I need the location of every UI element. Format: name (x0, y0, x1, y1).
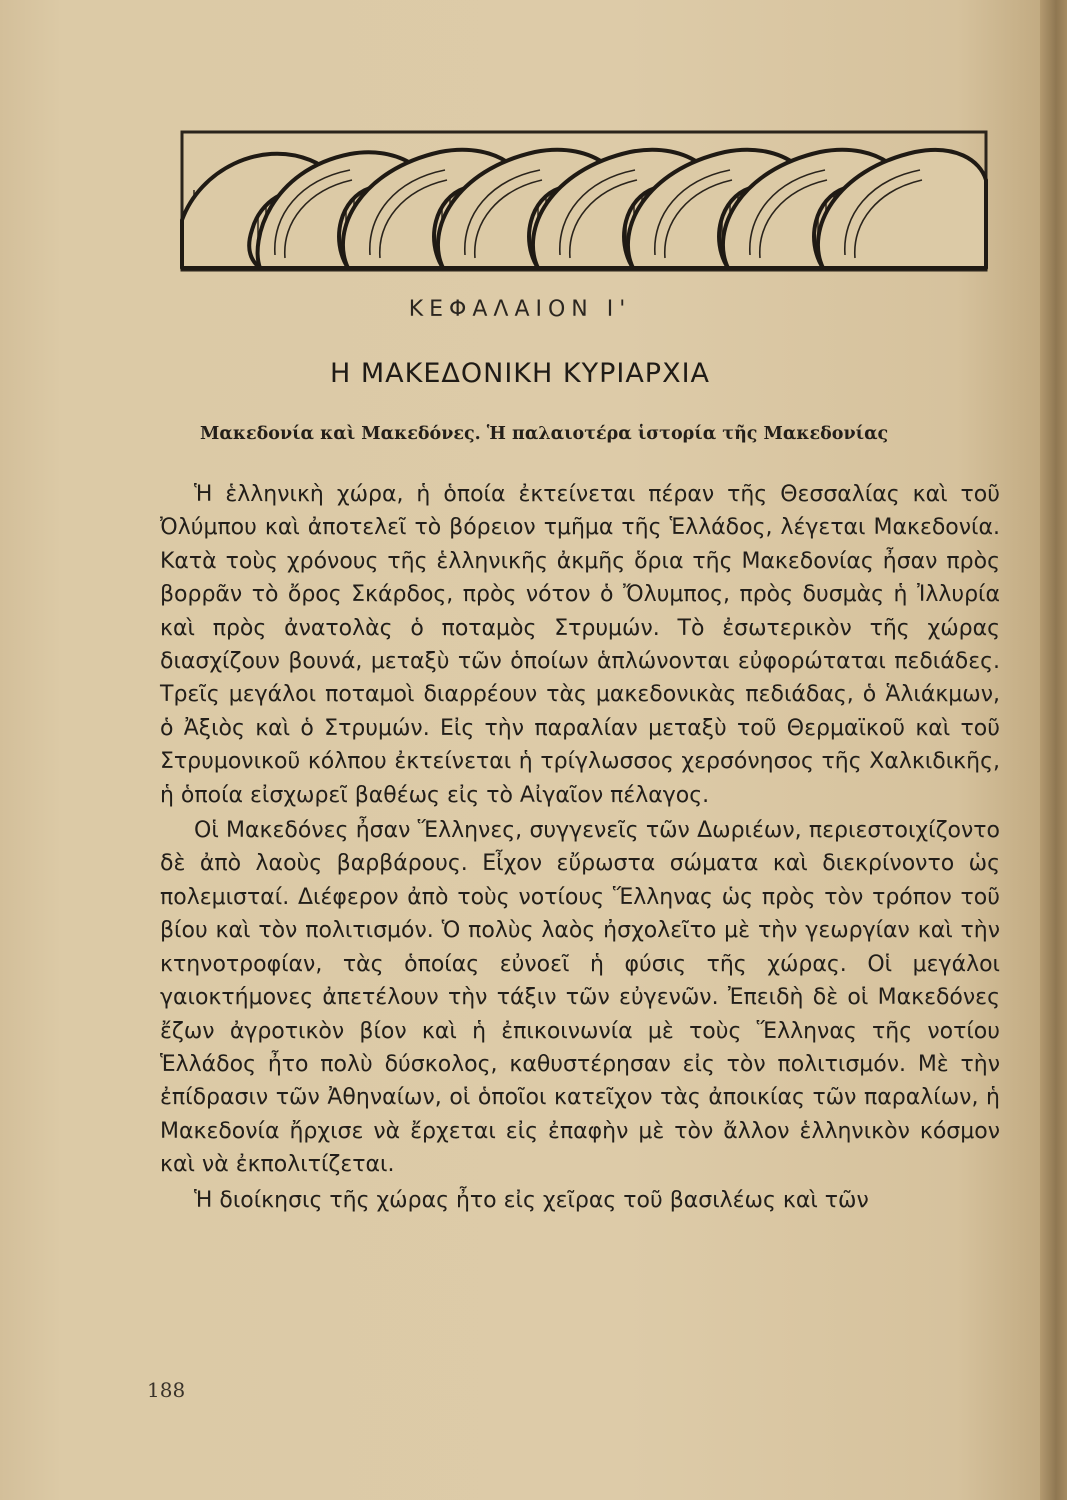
paragraph-3: Ἡ διοίκησις τῆς χώρας ἦτο εἰς χεῖρας τοῦ βασιλέως καὶ τῶν (194, 1187, 869, 1213)
paragraph-2: Οἱ Μακεδόνες ἦσαν Ἕλληνες, συγγενεῖς τῶν Δωριέων, περιεστοιχίζοντο δὲ ἀπὸ λαοὺς βαρβάρους. Εἶχον εὔρωστα σώματα καὶ διεκρίνοντο ὡς πολεμισταί. Διέφερον ἀπὸ τοὺς νοτίους Ἕλληνας ὡς πρὸς τὸν τρόπον τοῦ βίου καὶ τὸν πολιτισμόν. Ὁ πολὺς λαὸς ἠσχολεῖτο μὲ τὴν γεωργίαν καὶ τὴν κτηνοτροφίαν, τὰς ὁποίας εὐνοεῖ ἡ φύσις τῆς χώρας. Οἱ μεγάλοι γαιοκτήμονες ἀπετέλουν τὴν τάξιν τῶν εὐγενῶν. Ἐπειδὴ δὲ οἱ Μακεδόνες ἔζων ἀγροτικὸν βίον καὶ ἡ ἐπικοινωνία μὲ τοὺς Ἕλληνας τῆς νοτίου Ἑλλάδος ἦτο πολὺ δύσκολος, καθυστέρησαν εἰς τὸν πολιτισμόν. Μὲ τὴν ἐπίδρασιν τῶν Ἀθηναίων, οἱ ὁποῖοι κατεῖχον τὰς ἀποικίας τῶν παραλίων, ἡ Μακεδονία ἤρχισε νὰ ἔρχεται εἰς ἐπαφὴν μὲ τὸν ἄλλον ἑλληνικὸν κόσμον καὶ νὰ ἐκπολιτίζεται. (160, 818, 1000, 1178)
page-number: 188 (147, 1378, 186, 1402)
paragraph-1: Ἡ ἑλληνικὴ χώρα, ἡ ὁποία ἐκτείνεται πέραν τῆς Θεσσαλίας καὶ τοῦ Ὀλύμπου καὶ ἀποτελεῖ τὸ βόρειον τμῆμα τῆς Ἑλλάδος, λέγεται Μακεδονία. Κατὰ τοὺς χρόνους τῆς ἑλληνικῆς ἀκμῆς ὅρια τῆς Μακεδονίας ἦσαν πρὸς βορρᾶν τὸ ὄρος Σκάρδος, πρὸς νότον ὁ Ὄλυμπος, πρὸς δυσμὰς ἡ Ἰλλυρία καὶ πρὸς ἀνατολὰς ὁ ποταμὸς Στρυμών. Τὸ ἐσωτερικὸν τῆς χώρας διασχίζουν βουνά, μεταξὺ τῶν ὁποίων ἁπλώνονται εὐφορώταται πεδιάδες. Τρεῖς μεγάλοι ποταμοὶ διαρρέουν τὰς μακεδονικὰς πεδιάδας, ὁ Ἁλιάκμων, ὁ Ἀξιὸς καὶ ὁ Στρυμών. Εἰς τὴν παραλίαν μεταξὺ τοῦ Θερμαϊκοῦ καὶ τοῦ Στρυμονικοῦ κόλπου ἐκτείνεται ἡ τρίγλωσσος χερσόνησος τῆς Χαλκιδικῆς, ἡ ὁποία εἰσχωρεῖ βαθέως εἰς τὸ Αἰγαῖον πέλαγος. (160, 482, 1000, 808)
chapter-title: Η ΜΑΚΕΔΟΝΙΚΗ ΚΥΡΙΑΡΧΙΑ (329, 358, 710, 389)
section-title: Μακεδονία καὶ Μακεδόνες. Ἡ παλαιοτέρα ἱστορία τῆς Μακεδονίας (200, 424, 889, 444)
body-text (160, 478, 1000, 1217)
book-gutter (1040, 0, 1067, 1500)
chapter-heading: ΚΕΦΑΛΑΙΟΝ Ι' (408, 297, 632, 322)
wave-ornament-header (180, 130, 988, 272)
